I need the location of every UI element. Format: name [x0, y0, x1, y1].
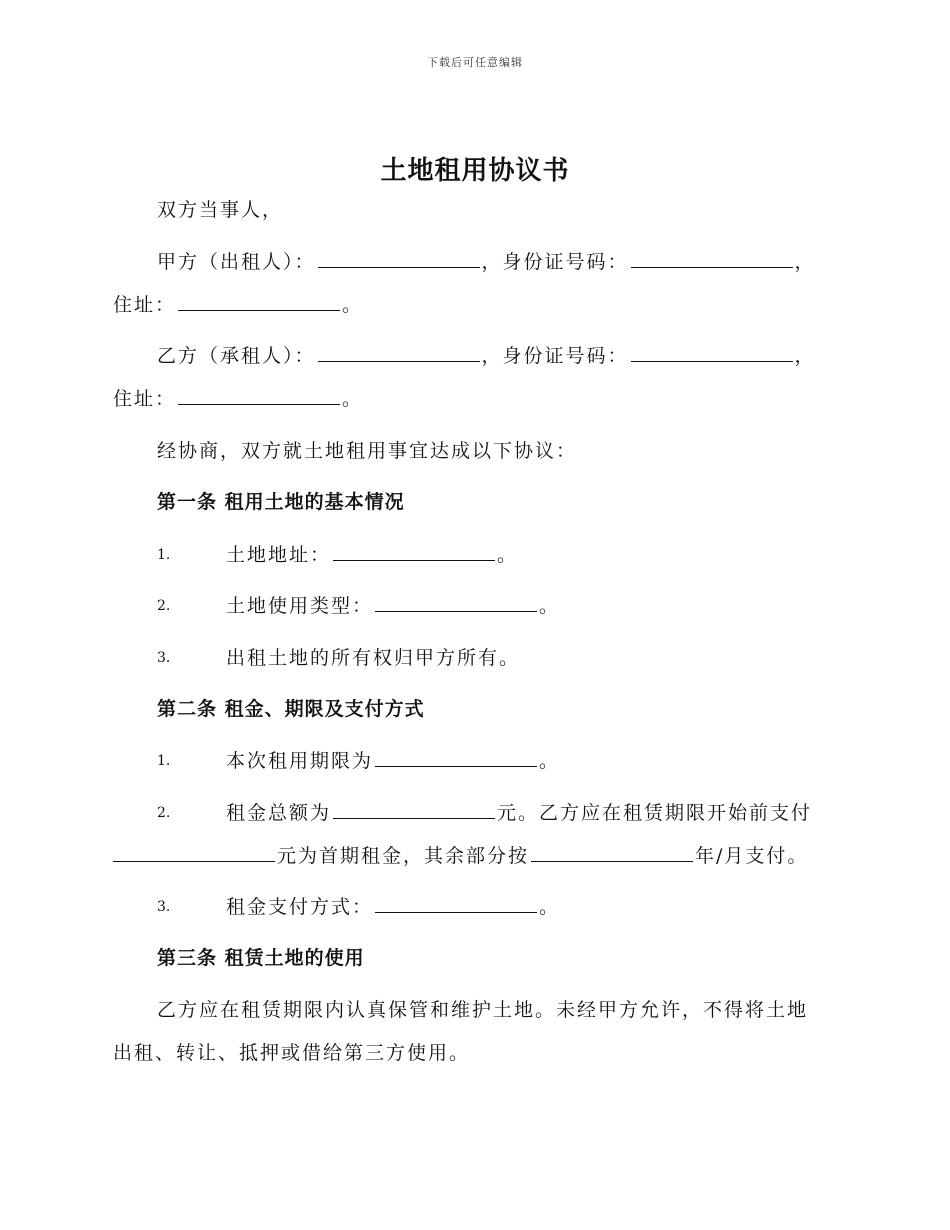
party-a-name-blank[interactable] — [318, 249, 480, 268]
article-3-paragraph-line-2: 出租、转让、抵押或借给第三方使用。 — [113, 1042, 471, 1064]
article-2-item-2-line-2 — [111, 842, 808, 870]
article-1-item-2 — [226, 592, 560, 620]
lease-term-label: 本次租用期限为 — [226, 750, 374, 772]
article-2-item-1-number: 1. — [157, 753, 171, 769]
document-title: 土地租用协议书 — [380, 156, 570, 186]
payment-period-blank[interactable] — [531, 843, 693, 862]
party-a-id-label: ，身份证号码： — [481, 251, 629, 273]
party-a-address-label: 住址： — [113, 294, 177, 316]
party-b-name-blank[interactable] — [318, 343, 480, 362]
party-b-label: 乙方（承租人）： — [157, 345, 316, 367]
payment-period-text: 年/月支付。 — [695, 845, 809, 867]
party-a-id-blank[interactable] — [631, 249, 793, 268]
party-b-comma: ， — [794, 345, 816, 367]
article-1-item-1-number: 1. — [157, 547, 171, 563]
article-3-paragraph-line-1: 乙方应在租赁期限内认真保管和维护土地。未经甲方允许，不得将土地 — [157, 999, 809, 1021]
article-1-item-3-number: 3. — [157, 650, 171, 666]
article-2-heading: 第二条 租金、期限及支付方式 — [157, 698, 425, 720]
article-1-item-1 — [226, 541, 518, 569]
lease-term-end: 。 — [539, 750, 561, 772]
party-a-label: 甲方（出租人）： — [157, 251, 316, 273]
party-b-address-label: 住址： — [113, 388, 177, 410]
article-2-item-3-number: 3. — [157, 899, 171, 915]
article-2-item-2-number: 2. — [157, 805, 171, 821]
land-use-type-label: 土地使用类型： — [226, 595, 374, 617]
party-b-address-end: 。 — [342, 388, 364, 410]
article-2-item-3 — [226, 893, 560, 921]
party-a-address-end: 。 — [342, 294, 364, 316]
article-1-item-3: 出租土地的所有权归甲方所有。 — [226, 647, 521, 669]
page-header-note: 下载后可任意编辑 — [427, 56, 523, 69]
party-b-address-line — [113, 385, 363, 413]
land-use-type-blank[interactable] — [375, 593, 537, 612]
party-a-address-line — [113, 291, 363, 319]
party-b-id-blank[interactable] — [631, 343, 793, 362]
lease-term-blank[interactable] — [375, 748, 537, 767]
party-b-address-blank[interactable] — [178, 386, 340, 405]
article-1-item-2-number: 2. — [157, 598, 171, 614]
payment-method-label: 租金支付方式： — [226, 896, 374, 918]
payment-method-blank[interactable] — [375, 894, 537, 913]
article-1-heading: 第一条 租用土地的基本情况 — [157, 491, 405, 513]
land-address-label: 土地地址： — [226, 544, 332, 566]
land-address-end: 。 — [497, 544, 519, 566]
land-address-blank[interactable] — [333, 542, 495, 561]
parties-label: 双方当事人， — [157, 199, 284, 221]
first-rent-blank[interactable] — [113, 843, 275, 862]
rent-total-blank[interactable] — [333, 800, 495, 819]
rent-total-label: 租金总额为 — [226, 802, 332, 824]
party-b-id-label: ，身份证号码： — [481, 345, 629, 367]
first-rent-text: 元为首期租金，其余部分按 — [277, 845, 530, 867]
article-2-item-1 — [226, 747, 560, 775]
party-b-line — [157, 342, 816, 370]
article-2-item-2-line-1 — [226, 799, 812, 827]
land-use-type-end: 。 — [539, 595, 561, 617]
agreement-line: 经协商，双方就土地租用事宜达成以下协议： — [157, 440, 578, 462]
party-a-address-blank[interactable] — [178, 292, 340, 311]
payment-method-end: 。 — [539, 896, 561, 918]
article-3-heading: 第三条 租赁土地的使用 — [157, 947, 365, 969]
party-a-line — [157, 248, 816, 276]
rent-prepay-text: 元。乙方应在租赁期限开始前支付 — [497, 802, 813, 824]
party-a-comma: ， — [794, 251, 816, 273]
